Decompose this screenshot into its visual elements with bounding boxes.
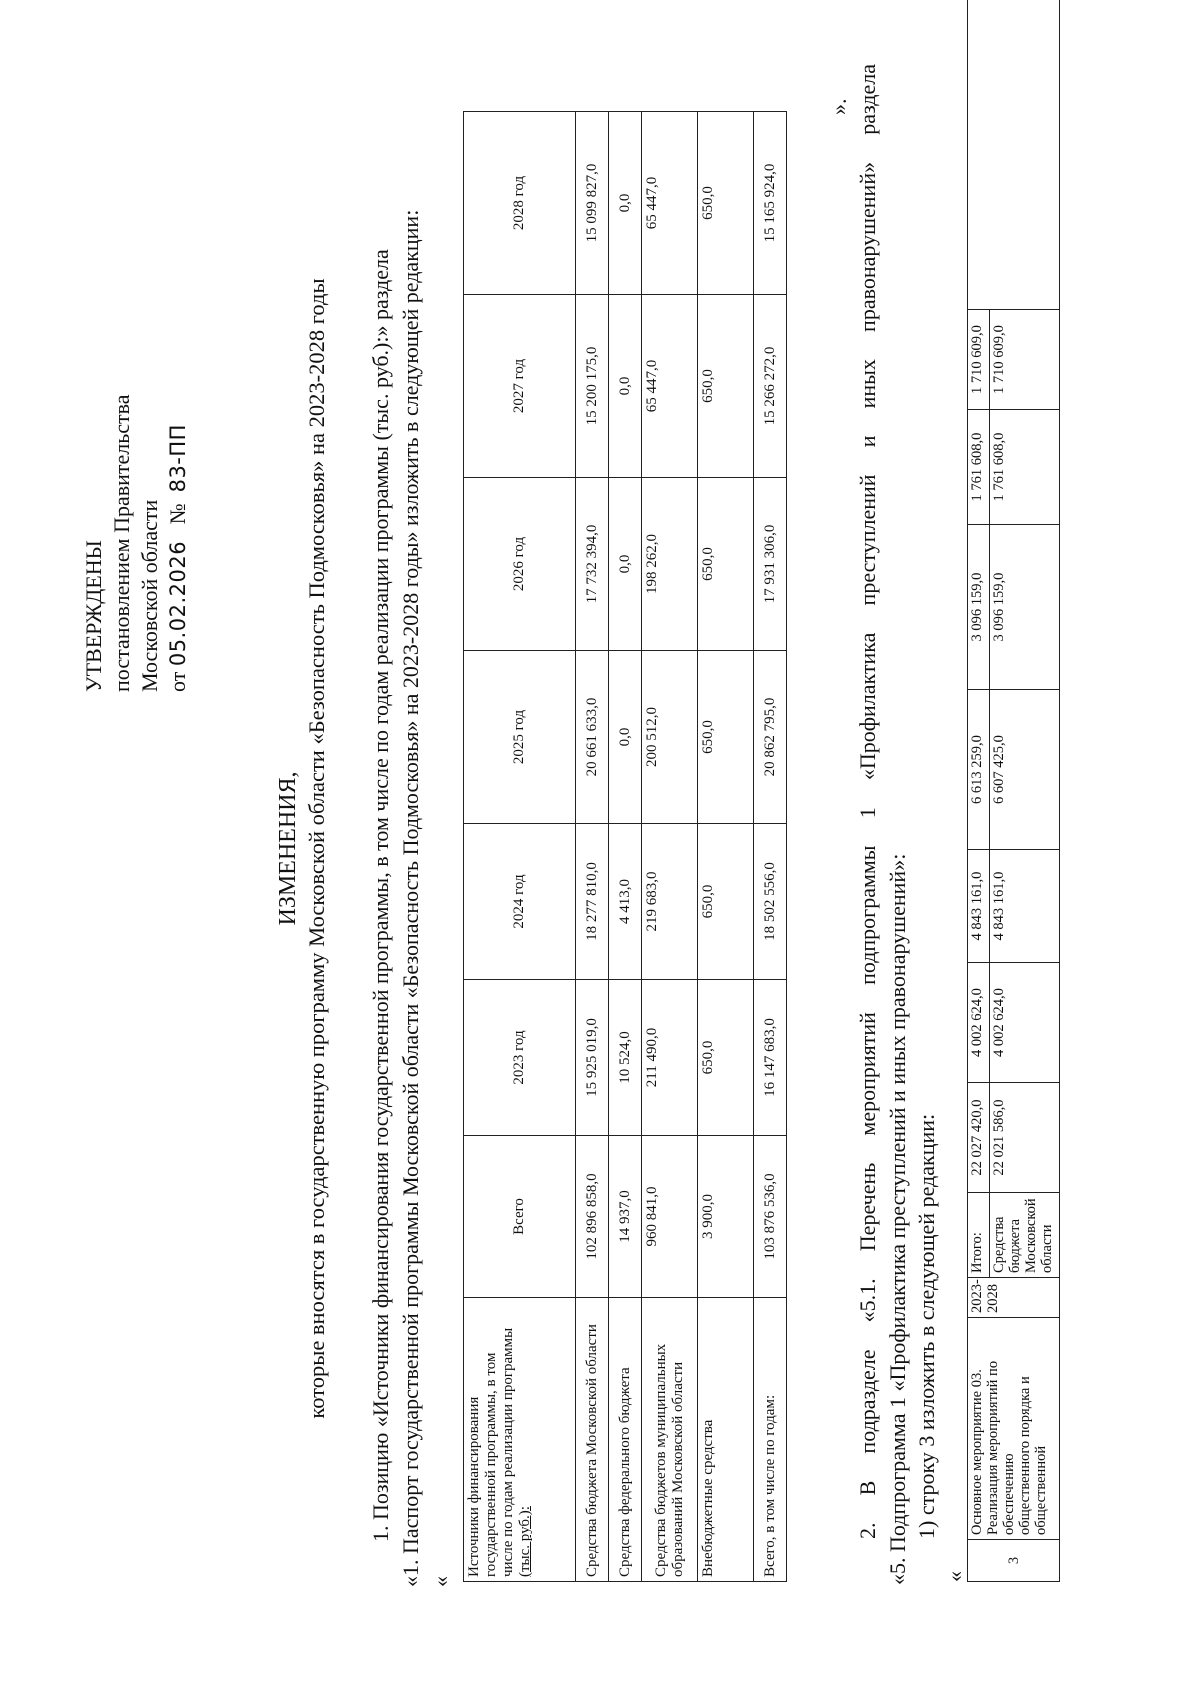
row-value: 1 710 609,0 bbox=[968, 310, 990, 410]
row-value: 15 165 924,0 bbox=[754, 112, 787, 295]
row-value: 4 843 161,0 bbox=[968, 850, 990, 963]
approval-number-sign: № bbox=[165, 503, 190, 525]
measure-name-line: обеспечению bbox=[1001, 1453, 1017, 1535]
row-value: 16 147 683,0 bbox=[754, 980, 787, 1136]
table-row bbox=[576, 112, 609, 1582]
approval-date: 05.02.2026 bbox=[166, 540, 190, 667]
row-total: 960 841,0 bbox=[642, 1136, 698, 1298]
approval-title: УТВЕРЖДЕНЫ bbox=[81, 540, 106, 692]
row-value: 6 613 259,0 bbox=[968, 690, 990, 850]
funding-source: Итого: bbox=[968, 1193, 990, 1278]
year-header: 2024 год bbox=[464, 824, 576, 980]
measure-name-line: общественной bbox=[1033, 1445, 1049, 1535]
period-line: 2028 bbox=[985, 1284, 1001, 1313]
row-total: 102 896 858,0 bbox=[576, 1136, 609, 1298]
row-value: 1 710 609,0 bbox=[990, 310, 1060, 410]
row-value: 650,0 bbox=[698, 112, 754, 295]
row-value: 0,0 bbox=[609, 112, 642, 295]
document-heading: ИЗМЕНЕНИЯ, bbox=[275, 771, 301, 926]
row-label: Средства федерального бюджета bbox=[609, 1298, 642, 1582]
funding-source-line: Средства bbox=[991, 1216, 1007, 1273]
row-value: 15 925 019,0 bbox=[576, 980, 609, 1136]
item1-line-1: 1. Позицию «Источники финансирования государственной программы, в том числе по годам реализации программы (тыс. руб.):» раздела bbox=[368, 249, 393, 1542]
row-value: 1 761 608,0 bbox=[990, 410, 1060, 525]
year-header: 2028 год bbox=[464, 112, 576, 295]
row-label: Средства бюджета Московской области bbox=[576, 1298, 609, 1582]
empty-cell bbox=[968, 0, 1060, 310]
row-label-line: образований Московской области bbox=[669, 1361, 686, 1577]
row-value: 219 683,0 bbox=[642, 824, 698, 980]
row-value: 15 200 175,0 bbox=[576, 295, 609, 478]
row-value: 650,0 bbox=[698, 478, 754, 651]
row-value: 0,0 bbox=[609, 651, 642, 824]
header-text-line: государственной программы, в том bbox=[483, 1352, 499, 1577]
row-value: 650,0 bbox=[698, 980, 754, 1136]
row-value: 0,0 bbox=[609, 295, 642, 478]
row-number: 3 bbox=[968, 1540, 1060, 1582]
measure-name-line: общественного порядка и bbox=[1017, 1376, 1033, 1535]
row-value: 65 447,0 bbox=[642, 295, 698, 478]
table-row bbox=[642, 112, 698, 1582]
row-value: 20 862 795,0 bbox=[754, 651, 787, 824]
measure-name-line: Основное мероприятие 03. bbox=[969, 1369, 985, 1535]
row-value: 650,0 bbox=[698, 651, 754, 824]
row-value: 211 490,0 bbox=[642, 980, 698, 1136]
measure-name bbox=[968, 1318, 1060, 1540]
row-value: 10 524,0 bbox=[609, 980, 642, 1136]
row-value: 17 732 394,0 bbox=[576, 478, 609, 651]
row-value: 4 002 624,0 bbox=[990, 963, 1060, 1083]
row-value: 65 447,0 bbox=[642, 112, 698, 295]
approval-date-line bbox=[164, 394, 192, 692]
table-row bbox=[698, 112, 754, 1582]
table-row bbox=[754, 112, 787, 1582]
header-text-line: числе по годам реализации программы bbox=[500, 1327, 516, 1577]
approval-date-prefix: от bbox=[165, 671, 190, 692]
item2-line-3: 1) строку 3 изложить в следующей редакции: bbox=[914, 1113, 939, 1539]
item2-line-2: «5. Подпрограмма 1 «Профилактика преступлений и иных правонарушений»: bbox=[885, 853, 910, 1585]
row-value: 6 607 425,0 bbox=[990, 690, 1060, 850]
financing-table-header bbox=[464, 112, 576, 1582]
year-header: 2023 год bbox=[464, 980, 576, 1136]
row-value: 15 266 272,0 bbox=[754, 295, 787, 478]
year-header: 2025 год bbox=[464, 651, 576, 824]
item1-open-quote: « bbox=[428, 1576, 453, 1587]
item1-close-quote: ». bbox=[826, 98, 851, 115]
row-label bbox=[642, 1298, 698, 1582]
approval-line-2: Московской области bbox=[137, 499, 162, 692]
year-header: 2027 год bbox=[464, 295, 576, 478]
period-line: 2023- bbox=[969, 1279, 985, 1313]
row-value: 22 027 420,0 bbox=[968, 1083, 990, 1193]
item2-open-quote: « bbox=[942, 1571, 967, 1582]
row-total: 14 937,0 bbox=[609, 1136, 642, 1298]
header-text-line: (тыс. руб.): bbox=[517, 1506, 533, 1577]
approval-line-1: постановлением Правительства bbox=[109, 394, 134, 692]
total-header: Всего bbox=[464, 1136, 576, 1298]
row-value: 15 099 827,0 bbox=[576, 112, 609, 295]
table-row bbox=[968, 0, 990, 1582]
row-label-line: Средства бюджетов муниципальных bbox=[652, 1343, 669, 1577]
measure-name-line: Реализация мероприятий по bbox=[985, 1360, 1001, 1535]
funding-source-line: области bbox=[1039, 1224, 1055, 1273]
funding-source bbox=[990, 1193, 1060, 1278]
row-value: 650,0 bbox=[698, 824, 754, 980]
row-total: 3 900,0 bbox=[698, 1136, 754, 1298]
document-subheading: которые вносятся в государственную программу Московской области «Безопасность Подмосковья» на 2023-2028 годы bbox=[304, 278, 329, 1419]
item1-line-2: «1. Паспорт государственной программы Московской области «Безопасность Подмосковья» на 2023-2028 годы» изложить в следующей редакции: bbox=[398, 209, 423, 1587]
row-value: 3 096 159,0 bbox=[968, 525, 990, 690]
financing-table bbox=[463, 111, 787, 1582]
financing-sources-header bbox=[464, 1298, 576, 1582]
row-value: 20 661 633,0 bbox=[576, 651, 609, 824]
funding-source-line: бюджета bbox=[1007, 1218, 1023, 1273]
approval-number: 83-ПП bbox=[166, 424, 190, 493]
row-value: 4 843 161,0 bbox=[990, 850, 1060, 963]
row-total: 103 876 536,0 bbox=[754, 1136, 787, 1298]
row-label: Всего, в том числе по годам: bbox=[754, 1298, 787, 1582]
header-text-line: Источники финансирования bbox=[466, 1396, 482, 1577]
row-value: 0,0 bbox=[609, 478, 642, 651]
row-value: 17 931 306,0 bbox=[754, 478, 787, 651]
row-value: 198 262,0 bbox=[642, 478, 698, 651]
funding-source-line: Московской bbox=[1023, 1198, 1039, 1273]
item2-line-1: 2. В подразделе «5.1. Перечень мероприятий подпрограммы 1 «Профилактика преступлений и иных правонарушений» раздела bbox=[855, 64, 880, 1539]
row-value: 650,0 bbox=[698, 295, 754, 478]
year-header: 2026 год bbox=[464, 478, 576, 651]
row-value: 4 002 624,0 bbox=[968, 963, 990, 1083]
measure-period bbox=[968, 1278, 1060, 1318]
row-value: 3 096 159,0 bbox=[990, 525, 1060, 690]
row-value: 200 512,0 bbox=[642, 651, 698, 824]
row-value: 18 277 810,0 bbox=[576, 824, 609, 980]
subprogram-row3-table bbox=[967, 0, 1060, 1582]
table-row bbox=[609, 112, 642, 1582]
row-value: 1 761 608,0 bbox=[968, 410, 990, 525]
approval-block bbox=[80, 394, 192, 692]
row-value: 22 021 586,0 bbox=[990, 1083, 1060, 1193]
row-value: 18 502 556,0 bbox=[754, 824, 787, 980]
row-label: Внебюджетные средства bbox=[698, 1298, 754, 1582]
row-value: 4 413,0 bbox=[609, 824, 642, 980]
